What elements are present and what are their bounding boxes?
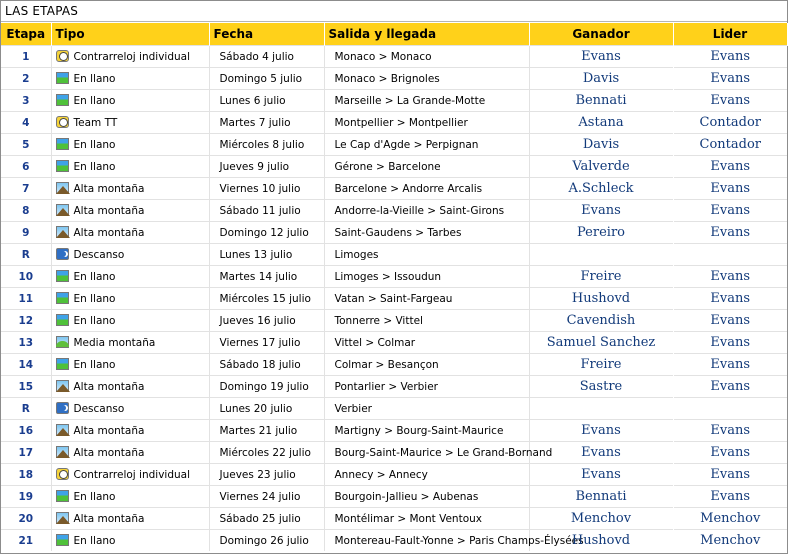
stage-type-label: Alta montaña — [73, 381, 145, 393]
stage-route: Limoges > Issoudun — [324, 266, 529, 288]
stage-type-label: Alta montaña — [73, 513, 145, 525]
flat-stage-icon — [56, 138, 69, 150]
stage-winner: Hushovd — [529, 288, 673, 310]
stage-number: 20 — [1, 508, 51, 530]
flat-stage-icon — [56, 160, 69, 172]
stage-route: Barcelone > Andorre Arcalis — [324, 178, 529, 200]
stage-type — [51, 112, 209, 134]
stage-type — [51, 222, 209, 244]
stage-winner: Pereiro — [529, 222, 673, 244]
stage-type — [51, 376, 209, 398]
stage-type — [51, 508, 209, 530]
stage-route: Andorre-la-Vieille > Saint-Girons — [324, 200, 529, 222]
stage-route: Vatan > Saint-Fargeau — [324, 288, 529, 310]
header-ganador: Ganador — [529, 23, 673, 46]
overall-leader: Evans — [673, 420, 787, 442]
stage-route: Marseille > La Grande-Motte — [324, 90, 529, 112]
overall-leader: Evans — [673, 442, 787, 464]
flat-stage-icon — [56, 314, 69, 326]
table-row — [1, 178, 787, 200]
panel-title: LAS ETAPAS — [5, 4, 79, 18]
header-lider: Lider — [673, 23, 787, 46]
high-mountain-icon — [56, 512, 69, 524]
stage-route: Annecy > Annecy — [324, 464, 529, 486]
overall-leader: Evans — [673, 486, 787, 508]
stage-winner: Evans — [529, 420, 673, 442]
time-trial-icon — [56, 50, 69, 62]
stage-date: Jueves 23 julio — [209, 464, 324, 486]
table-row — [1, 376, 787, 398]
rest-day-icon — [56, 248, 69, 260]
stage-type — [51, 332, 209, 354]
stage-date: Lunes 13 julio — [209, 244, 324, 266]
stage-type-label: En llano — [73, 73, 116, 85]
stage-type-label: Alta montaña — [73, 447, 145, 459]
header-tipo: Tipo — [51, 23, 209, 46]
stage-date: Miércoles 15 julio — [209, 288, 324, 310]
table-row — [1, 508, 787, 530]
flat-stage-icon — [56, 490, 69, 502]
stage-number: 5 — [1, 134, 51, 156]
stage-type-label: En llano — [73, 293, 116, 305]
table-row — [1, 486, 787, 508]
stage-date: Domingo 26 julio — [209, 530, 324, 552]
header-fecha: Fecha — [209, 23, 324, 46]
stage-type — [51, 442, 209, 464]
stage-winner: Hushovd — [529, 530, 673, 552]
flat-stage-icon — [56, 94, 69, 106]
stage-date: Miércoles 8 julio — [209, 134, 324, 156]
stage-type-label: En llano — [73, 359, 116, 371]
stage-number: 1 — [1, 46, 51, 68]
overall-leader — [673, 398, 787, 420]
stage-type — [51, 530, 209, 552]
stage-date: Lunes 20 julio — [209, 398, 324, 420]
stage-type — [51, 464, 209, 486]
stage-number: 3 — [1, 90, 51, 112]
stage-route: Limoges — [324, 244, 529, 266]
table-row — [1, 244, 787, 266]
stage-route: Colmar > Besançon — [324, 354, 529, 376]
stage-type — [51, 420, 209, 442]
stage-type — [51, 486, 209, 508]
stage-route: Verbier — [324, 398, 529, 420]
stage-type-label: En llano — [73, 139, 116, 151]
overall-leader: Evans — [673, 222, 787, 244]
header-ruta: Salida y llegada — [324, 23, 529, 46]
table-row — [1, 310, 787, 332]
stage-date: Lunes 6 julio — [209, 90, 324, 112]
stage-type-label: Alta montaña — [73, 183, 145, 195]
stage-winner: Freire — [529, 354, 673, 376]
flat-stage-icon — [56, 358, 69, 370]
stage-type — [51, 310, 209, 332]
stage-route: Monaco > Monaco — [324, 46, 529, 68]
stage-date: Jueves 16 julio — [209, 310, 324, 332]
stage-type-label: Media montaña — [73, 337, 156, 349]
stage-winner: Menchov — [529, 508, 673, 530]
stage-date: Domingo 5 julio — [209, 68, 324, 90]
stage-type-label: En llano — [73, 491, 116, 503]
stage-winner: Evans — [529, 442, 673, 464]
stage-number: 13 — [1, 332, 51, 354]
stage-type — [51, 178, 209, 200]
overall-leader: Evans — [673, 266, 787, 288]
table-row — [1, 420, 787, 442]
stages-table — [1, 23, 788, 551]
stage-type-label: Alta montaña — [73, 205, 145, 217]
stage-number: R — [1, 398, 51, 420]
overall-leader: Evans — [673, 68, 787, 90]
overall-leader: Evans — [673, 156, 787, 178]
stage-date: Martes 21 julio — [209, 420, 324, 442]
overall-leader: Evans — [673, 90, 787, 112]
stage-number: 16 — [1, 420, 51, 442]
stage-type — [51, 288, 209, 310]
stage-type — [51, 354, 209, 376]
stage-type — [51, 398, 209, 420]
stage-type-label: En llano — [73, 535, 116, 547]
stage-winner: Sastre — [529, 376, 673, 398]
stage-number: 18 — [1, 464, 51, 486]
stage-winner — [529, 244, 673, 266]
time-trial-icon — [56, 468, 69, 480]
high-mountain-icon — [56, 424, 69, 436]
stage-date: Domingo 19 julio — [209, 376, 324, 398]
table-row — [1, 112, 787, 134]
table-row — [1, 222, 787, 244]
stage-route: Martigny > Bourg-Saint-Maurice — [324, 420, 529, 442]
flat-stage-icon — [56, 270, 69, 282]
flat-stage-icon — [56, 292, 69, 304]
stage-date: Sábado 11 julio — [209, 200, 324, 222]
stage-winner: Evans — [529, 200, 673, 222]
table-row — [1, 200, 787, 222]
stage-type — [51, 200, 209, 222]
stage-number: 17 — [1, 442, 51, 464]
stage-date: Sábado 25 julio — [209, 508, 324, 530]
table-row — [1, 464, 787, 486]
stage-number: 8 — [1, 200, 51, 222]
medium-mountain-icon — [56, 336, 69, 348]
stage-number: 11 — [1, 288, 51, 310]
stage-winner: Cavendish — [529, 310, 673, 332]
stage-winner: Astana — [529, 112, 673, 134]
high-mountain-icon — [56, 446, 69, 458]
stage-type — [51, 68, 209, 90]
stage-date: Miércoles 22 julio — [209, 442, 324, 464]
title-divider — [1, 21, 787, 22]
overall-leader: Evans — [673, 200, 787, 222]
stage-number: R — [1, 244, 51, 266]
rest-day-icon — [56, 402, 69, 414]
stage-route: Monaco > Brignoles — [324, 68, 529, 90]
stage-number: 2 — [1, 68, 51, 90]
stage-type-label: En llano — [73, 161, 116, 173]
stage-route: Bourg-Saint-Maurice > Le Grand-Bornand — [324, 442, 529, 464]
overall-leader: Evans — [673, 178, 787, 200]
stage-date: Viernes 24 julio — [209, 486, 324, 508]
stage-date: Viernes 17 julio — [209, 332, 324, 354]
stage-route: Gérone > Barcelone — [324, 156, 529, 178]
flat-stage-icon — [56, 534, 69, 546]
table-row — [1, 68, 787, 90]
table-row — [1, 266, 787, 288]
stage-type — [51, 90, 209, 112]
stage-type — [51, 156, 209, 178]
stage-route: Saint-Gaudens > Tarbes — [324, 222, 529, 244]
stage-route: Bourgoin-Jallieu > Aubenas — [324, 486, 529, 508]
team-time-trial-icon — [56, 116, 69, 128]
table-row — [1, 332, 787, 354]
high-mountain-icon — [56, 226, 69, 238]
overall-leader: Evans — [673, 354, 787, 376]
stage-route: Pontarlier > Verbier — [324, 376, 529, 398]
table-row — [1, 354, 787, 376]
stage-date: Viernes 10 julio — [209, 178, 324, 200]
stage-winner: A.Schleck — [529, 178, 673, 200]
overall-leader: Evans — [673, 332, 787, 354]
stage-route: Vittel > Colmar — [324, 332, 529, 354]
stage-winner: Freire — [529, 266, 673, 288]
stage-number: 4 — [1, 112, 51, 134]
stage-type-label: Alta montaña — [73, 227, 145, 239]
stage-type — [51, 244, 209, 266]
header-etapa: Etapa — [1, 23, 51, 46]
table-row — [1, 398, 787, 420]
stage-type-label: Descanso — [73, 249, 125, 261]
table-row — [1, 156, 787, 178]
stage-type-label: En llano — [73, 95, 116, 107]
stage-type-label: Contrarreloj individual — [73, 51, 191, 63]
stage-number: 21 — [1, 530, 51, 552]
overall-leader: Evans — [673, 310, 787, 332]
stage-winner: Davis — [529, 68, 673, 90]
stage-number: 7 — [1, 178, 51, 200]
table-row — [1, 134, 787, 156]
overall-leader: Evans — [673, 288, 787, 310]
stage-type-label: Descanso — [73, 403, 125, 415]
flat-stage-icon — [56, 72, 69, 84]
table-header-row — [1, 23, 787, 46]
stage-type — [51, 134, 209, 156]
high-mountain-icon — [56, 380, 69, 392]
stage-date: Martes 7 julio — [209, 112, 324, 134]
stage-number: 14 — [1, 354, 51, 376]
stage-type-label: Team TT — [73, 117, 118, 129]
stage-number: 12 — [1, 310, 51, 332]
stage-winner: Bennati — [529, 90, 673, 112]
stage-route: Montélimar > Mont Ventoux — [324, 508, 529, 530]
stage-route: Tonnerre > Vittel — [324, 310, 529, 332]
stage-number: 10 — [1, 266, 51, 288]
stage-route: Montpellier > Montpellier — [324, 112, 529, 134]
overall-leader — [673, 244, 787, 266]
stage-type-label: En llano — [73, 271, 116, 283]
stage-date: Jueves 9 julio — [209, 156, 324, 178]
stage-winner: Samuel Sanchez — [529, 332, 673, 354]
table-row — [1, 90, 787, 112]
stage-winner: Bennati — [529, 486, 673, 508]
overall-leader: Evans — [673, 464, 787, 486]
stage-type-label: En llano — [73, 315, 116, 327]
stage-route: Le Cap d'Agde > Perpignan — [324, 134, 529, 156]
stage-date: Domingo 12 julio — [209, 222, 324, 244]
overall-leader: Menchov — [673, 530, 787, 552]
stage-date: Sábado 18 julio — [209, 354, 324, 376]
stage-winner: Davis — [529, 134, 673, 156]
table-row — [1, 530, 787, 552]
high-mountain-icon — [56, 204, 69, 216]
stage-number: 6 — [1, 156, 51, 178]
high-mountain-icon — [56, 182, 69, 194]
stage-winner: Evans — [529, 46, 673, 68]
stage-number: 15 — [1, 376, 51, 398]
table-row — [1, 288, 787, 310]
stage-winner: Valverde — [529, 156, 673, 178]
stage-type — [51, 266, 209, 288]
overall-leader: Menchov — [673, 508, 787, 530]
stage-route: Montereau-Fault-Yonne > Paris Champs-Élysées — [324, 530, 529, 552]
stage-number: 19 — [1, 486, 51, 508]
stage-type-label: Contrarreloj individual — [73, 469, 191, 481]
stage-winner: Evans — [529, 464, 673, 486]
table-row — [1, 442, 787, 464]
overall-leader: Evans — [673, 46, 787, 68]
stage-number: 9 — [1, 222, 51, 244]
table-row — [1, 46, 787, 68]
stage-type — [51, 46, 209, 68]
stage-type-label: Alta montaña — [73, 425, 145, 437]
stage-date: Sábado 4 julio — [209, 46, 324, 68]
stage-winner — [529, 398, 673, 420]
stage-date: Martes 14 julio — [209, 266, 324, 288]
overall-leader: Evans — [673, 376, 787, 398]
overall-leader: Contador — [673, 134, 787, 156]
overall-leader: Contador — [673, 112, 787, 134]
